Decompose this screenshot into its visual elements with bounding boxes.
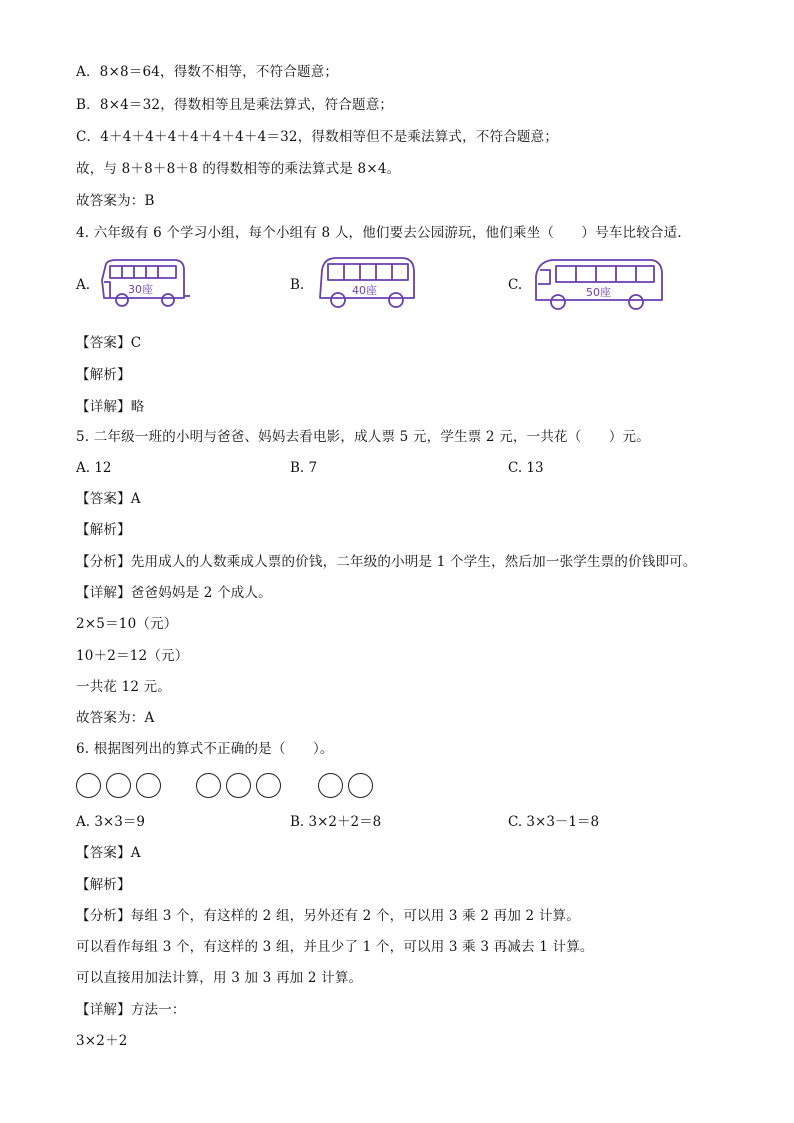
q6-analysis: 【解析】	[76, 877, 131, 893]
q4-analysis: 【解析】	[76, 367, 131, 383]
q4-question: 4. 六年级有 6 个学习小组，每个小组有 8 人，他们要去公园游玩，他们乘坐（ ）号车比较合适．	[76, 225, 692, 241]
q5-option-a: A. 12	[76, 460, 112, 476]
q4-option-a-label: A.	[76, 277, 91, 293]
q5-question: 5. 二年级一班的小明与爸爸、妈妈去看电影，成人票 5 元，学生票 2 元，一共花（ ）元。	[76, 429, 650, 445]
q6-line-2: 可以看作每组 3 个，有这样的 3 组，并且少了 1 个，可以用 3 乘 3 再减去 1 计算。	[76, 939, 594, 955]
line-answer-b: 故答案为：B	[76, 193, 155, 209]
bus-50-seat-icon	[532, 256, 666, 314]
q5-total: 一共花 12 元。	[76, 679, 172, 695]
circle-icon	[226, 773, 251, 798]
circle-icon	[256, 773, 281, 798]
q4-option-c-label: C.	[508, 277, 523, 293]
svg-text:40座: 40座	[352, 284, 377, 297]
bus-40-seat-icon	[314, 254, 420, 314]
q6-option-c: C. 3×3－1＝8	[508, 814, 600, 830]
q6-option-b: B. 3×2＋2＝8	[290, 814, 382, 830]
q6-question: 6. 根据图列出的算式不正确的是（ ）。	[76, 741, 334, 757]
q4-bus-options	[76, 252, 716, 322]
circle-icon	[318, 773, 343, 798]
q6-line-3: 可以直接用加法计算，用 3 加 3 再加 2 计算。	[76, 970, 363, 986]
q5-option-c: C. 13	[508, 460, 544, 476]
q4-detail: 【详解】略	[76, 399, 145, 415]
svg-text:50座: 50座	[586, 286, 611, 299]
q5-fenxi: 【分析】先用成人的人数乘成人票的价钱，二年级的小明是 1 个学生，然后加一张学生票的价钱即可。	[76, 554, 697, 570]
q6-detail: 【详解】方法一：	[76, 1002, 186, 1018]
q5-option-b: B. 7	[290, 460, 318, 476]
q5-detail: 【详解】爸爸妈妈是 2 个成人。	[76, 585, 272, 601]
q5-analysis: 【解析】	[76, 522, 131, 538]
q6-circle-groups	[76, 772, 396, 802]
q5-answer: 【答案】A	[76, 491, 141, 507]
q6-answer: 【答案】A	[76, 845, 141, 861]
q6-fenxi: 【分析】每组 3 个，有这样的 2 组，另外还有 2 个，可以用 3 乘 2 再加 2 计算。	[76, 908, 580, 924]
q5-calc-2: 10＋2＝12（元）	[76, 648, 189, 664]
q6-calc: 3×2＋2	[76, 1033, 128, 1049]
circle-icon	[76, 773, 101, 798]
bus-30-seat-icon	[96, 256, 192, 312]
circle-icon	[106, 773, 131, 798]
circle-icon	[348, 773, 373, 798]
q5-final-answer: 故答案为：A	[76, 710, 155, 726]
circle-icon	[136, 773, 161, 798]
q6-option-a: A. 3×3＝9	[76, 814, 145, 830]
line-option-c: C．4＋4＋4＋4＋4＋4＋4＋4＝32，得数相等但不是乘法算式，不符合题意；	[76, 129, 559, 145]
q5-calc-1: 2×5＝10（元）	[76, 616, 178, 632]
q4-option-b-label: B.	[290, 277, 305, 293]
line-option-a: A．8×8＝64，得数不相等，不符合题意；	[76, 64, 339, 80]
svg-text:30座: 30座	[128, 283, 153, 296]
q4-answer: 【答案】C	[76, 335, 142, 351]
line-option-b: B．8×4＝32，得数相等且是乘法算式，符合题意；	[76, 97, 394, 113]
line-conclusion: 故，与 8＋8＋8＋8 的得数相等的乘法算式是 8×4。	[76, 161, 401, 177]
circle-icon	[196, 773, 221, 798]
